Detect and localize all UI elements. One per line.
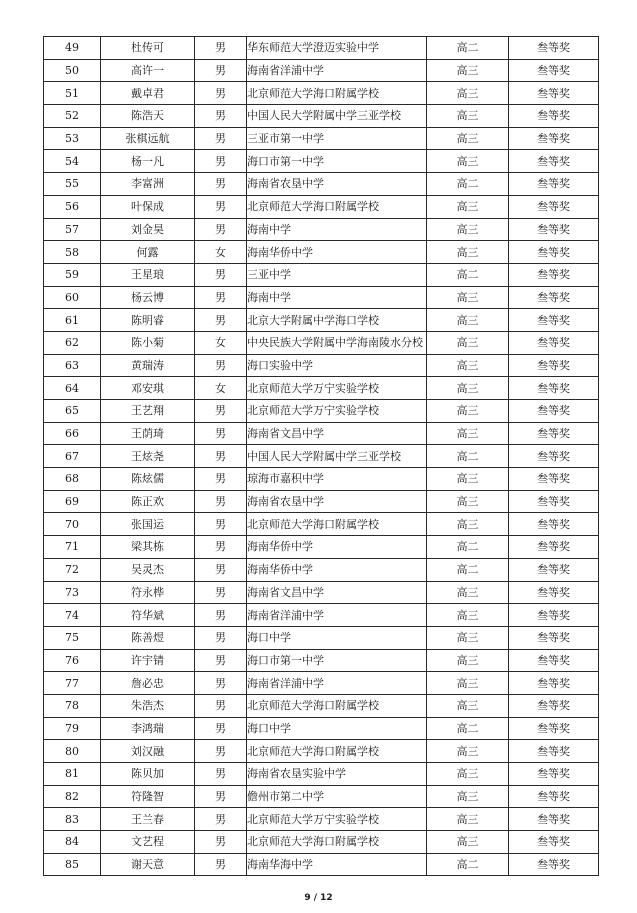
- grade-level: 高二: [427, 263, 509, 286]
- table-row: [44, 173, 599, 196]
- row-number: 74: [44, 604, 101, 627]
- table-row: [44, 241, 599, 264]
- award-level: 叁等奖: [509, 150, 599, 173]
- award-level: 叁等奖: [509, 468, 599, 491]
- table-row: [44, 468, 599, 491]
- row-number: 59: [44, 263, 101, 286]
- school-name: 海口实验中学: [247, 354, 427, 377]
- row-number: 69: [44, 490, 101, 513]
- grade-level: 高三: [427, 331, 509, 354]
- grade-level: 高二: [427, 536, 509, 559]
- student-name: 张国运: [101, 513, 195, 536]
- school-name: 海南省文昌中学: [247, 422, 427, 445]
- student-name: 符隆智: [101, 785, 195, 808]
- award-level: 叁等奖: [509, 740, 599, 763]
- row-number: 84: [44, 831, 101, 854]
- award-level: 叁等奖: [509, 558, 599, 581]
- table-row: [44, 82, 599, 105]
- gender: 女: [195, 241, 247, 264]
- gender: 女: [195, 331, 247, 354]
- award-level: 叁等奖: [509, 241, 599, 264]
- grade-level: 高三: [427, 581, 509, 604]
- gender: 男: [195, 173, 247, 196]
- school-name: 琼海市嘉积中学: [247, 468, 427, 491]
- table-row: [44, 150, 599, 173]
- roster-body: [44, 37, 599, 876]
- row-number: 50: [44, 59, 101, 82]
- grade-level: 高三: [427, 195, 509, 218]
- grade-level: 高三: [427, 422, 509, 445]
- award-level: 叁等奖: [509, 127, 599, 150]
- row-number: 49: [44, 37, 101, 60]
- grade-level: 高三: [427, 694, 509, 717]
- grade-level: 高三: [427, 218, 509, 241]
- student-name: 王兰春: [101, 808, 195, 831]
- row-number: 60: [44, 286, 101, 309]
- row-number: 81: [44, 763, 101, 786]
- table-row: [44, 331, 599, 354]
- row-number: 56: [44, 195, 101, 218]
- row-number: 62: [44, 331, 101, 354]
- page-number: 9 / 12: [304, 893, 333, 903]
- gender: 男: [195, 536, 247, 559]
- gender: 男: [195, 581, 247, 604]
- row-number: 52: [44, 105, 101, 128]
- grade-level: 高三: [427, 763, 509, 786]
- award-level: 叁等奖: [509, 672, 599, 695]
- award-level: 叁等奖: [509, 717, 599, 740]
- gender: 男: [195, 672, 247, 695]
- student-name: 陈善煜: [101, 626, 195, 649]
- gender: 男: [195, 740, 247, 763]
- school-name: 华东师范大学澄迈实验中学: [247, 37, 427, 60]
- row-number: 54: [44, 150, 101, 173]
- award-level: 叁等奖: [509, 37, 599, 60]
- grade-level: 高三: [427, 490, 509, 513]
- school-name: 海南华侨中学: [247, 241, 427, 264]
- school-name: 海南省农垦实验中学: [247, 763, 427, 786]
- row-number: 70: [44, 513, 101, 536]
- table-row: [44, 127, 599, 150]
- row-number: 85: [44, 853, 101, 876]
- student-name: 符永桦: [101, 581, 195, 604]
- row-number: 65: [44, 400, 101, 423]
- award-level: 叁等奖: [509, 218, 599, 241]
- school-name: 北京师范大学海口附属学校: [247, 82, 427, 105]
- school-name: 北京师范大学海口附属学校: [247, 195, 427, 218]
- award-level: 叁等奖: [509, 581, 599, 604]
- grade-level: 高三: [427, 785, 509, 808]
- school-name: 海南省农垦中学: [247, 490, 427, 513]
- gender: 男: [195, 468, 247, 491]
- row-number: 51: [44, 82, 101, 105]
- student-name: 刘汉融: [101, 740, 195, 763]
- school-name: 中央民族大学附属中学海南陵水分校: [247, 331, 427, 354]
- table-row: [44, 286, 599, 309]
- school-name: 海南省洋浦中学: [247, 672, 427, 695]
- grade-level: 高三: [427, 82, 509, 105]
- gender: 男: [195, 490, 247, 513]
- grade-level: 高三: [427, 604, 509, 627]
- award-level: 叁等奖: [509, 59, 599, 82]
- table-row: [44, 581, 599, 604]
- table-row: [44, 422, 599, 445]
- grade-level: 高三: [427, 150, 509, 173]
- grade-level: 高二: [427, 37, 509, 60]
- gender: 男: [195, 445, 247, 468]
- award-level: 叁等奖: [509, 195, 599, 218]
- row-number: 82: [44, 785, 101, 808]
- grade-level: 高二: [427, 853, 509, 876]
- grade-level: 高三: [427, 377, 509, 400]
- award-level: 叁等奖: [509, 331, 599, 354]
- gender: 男: [195, 263, 247, 286]
- student-name: 陈炫儒: [101, 468, 195, 491]
- grade-level: 高二: [427, 717, 509, 740]
- award-level: 叁等奖: [509, 286, 599, 309]
- row-number: 53: [44, 127, 101, 150]
- school-name: 海南华海中学: [247, 853, 427, 876]
- grade-level: 高三: [427, 127, 509, 150]
- award-level: 叁等奖: [509, 785, 599, 808]
- grade-level: 高三: [427, 400, 509, 423]
- grade-level: 高二: [427, 173, 509, 196]
- table-row: [44, 354, 599, 377]
- gender: 男: [195, 626, 247, 649]
- gender: 男: [195, 286, 247, 309]
- gender: 女: [195, 377, 247, 400]
- student-name: 杨一凡: [101, 150, 195, 173]
- student-name: 王星琅: [101, 263, 195, 286]
- gender: 男: [195, 604, 247, 627]
- row-number: 71: [44, 536, 101, 559]
- award-level: 叁等奖: [509, 513, 599, 536]
- gender: 男: [195, 400, 247, 423]
- table-row: [44, 263, 599, 286]
- table-row: [44, 218, 599, 241]
- award-level: 叁等奖: [509, 377, 599, 400]
- school-name: 三亚市第一中学: [247, 127, 427, 150]
- table-row: [44, 672, 599, 695]
- school-name: 海南华侨中学: [247, 536, 427, 559]
- row-number: 79: [44, 717, 101, 740]
- school-name: 北京师范大学海口附属学校: [247, 513, 427, 536]
- table-row: [44, 490, 599, 513]
- gender: 男: [195, 127, 247, 150]
- school-name: 海口市第一中学: [247, 649, 427, 672]
- grade-level: 高三: [427, 286, 509, 309]
- row-number: 58: [44, 241, 101, 264]
- school-name: 三亚中学: [247, 263, 427, 286]
- student-name: 张棋远航: [101, 127, 195, 150]
- row-number: 80: [44, 740, 101, 763]
- award-level: 叁等奖: [509, 763, 599, 786]
- student-name: 陈正欢: [101, 490, 195, 513]
- row-number: 78: [44, 694, 101, 717]
- school-name: 海口中学: [247, 717, 427, 740]
- student-name: 李鸿瑞: [101, 717, 195, 740]
- table-row: [44, 853, 599, 876]
- row-number: 83: [44, 808, 101, 831]
- school-name: 海南省文昌中学: [247, 581, 427, 604]
- gender: 男: [195, 558, 247, 581]
- grade-level: 高三: [427, 468, 509, 491]
- award-level: 叁等奖: [509, 445, 599, 468]
- student-name: 杨云博: [101, 286, 195, 309]
- school-name: 北京师范大学万宁实验学校: [247, 400, 427, 423]
- award-level: 叁等奖: [509, 490, 599, 513]
- table-row: [44, 195, 599, 218]
- table-row: [44, 604, 599, 627]
- student-name: 文艺程: [101, 831, 195, 854]
- row-number: 75: [44, 626, 101, 649]
- grade-level: 高三: [427, 513, 509, 536]
- table-row: [44, 694, 599, 717]
- table-row: [44, 37, 599, 60]
- school-name: 北京师范大学万宁实验学校: [247, 808, 427, 831]
- school-name: 北京师范大学海口附属学校: [247, 694, 427, 717]
- student-name: 许宇锖: [101, 649, 195, 672]
- gender: 男: [195, 105, 247, 128]
- table-row: [44, 649, 599, 672]
- table-row: [44, 808, 599, 831]
- gender: 男: [195, 717, 247, 740]
- grade-level: 高三: [427, 626, 509, 649]
- row-number: 67: [44, 445, 101, 468]
- row-number: 61: [44, 309, 101, 332]
- row-number: 64: [44, 377, 101, 400]
- gender: 男: [195, 649, 247, 672]
- gender: 男: [195, 59, 247, 82]
- award-level: 叁等奖: [509, 649, 599, 672]
- award-level: 叁等奖: [509, 263, 599, 286]
- grade-level: 高三: [427, 309, 509, 332]
- gender: 男: [195, 763, 247, 786]
- school-name: 中国人民大学附属中学三亚学校: [247, 445, 427, 468]
- grade-level: 高二: [427, 558, 509, 581]
- row-number: 57: [44, 218, 101, 241]
- student-name: 陈贝加: [101, 763, 195, 786]
- award-level: 叁等奖: [509, 400, 599, 423]
- grade-level: 高三: [427, 354, 509, 377]
- student-name: 王艺翔: [101, 400, 195, 423]
- student-name: 符华斌: [101, 604, 195, 627]
- student-name: 高许一: [101, 59, 195, 82]
- grade-level: 高三: [427, 649, 509, 672]
- grade-level: 高三: [427, 831, 509, 854]
- student-name: 陈明睿: [101, 309, 195, 332]
- table-row: [44, 513, 599, 536]
- row-number: 55: [44, 173, 101, 196]
- row-number: 73: [44, 581, 101, 604]
- school-name: 北京师范大学海口附属学校: [247, 831, 427, 854]
- school-name: 儋州市第二中学: [247, 785, 427, 808]
- student-name: 朱浩杰: [101, 694, 195, 717]
- table-row: [44, 400, 599, 423]
- table-row: [44, 558, 599, 581]
- award-level: 叁等奖: [509, 105, 599, 128]
- student-name: 王炫尧: [101, 445, 195, 468]
- gender: 男: [195, 354, 247, 377]
- row-number: 72: [44, 558, 101, 581]
- award-level: 叁等奖: [509, 853, 599, 876]
- table-row: [44, 831, 599, 854]
- gender: 男: [195, 422, 247, 445]
- row-number: 77: [44, 672, 101, 695]
- table-row: [44, 740, 599, 763]
- student-name: 谢天意: [101, 853, 195, 876]
- table-row: [44, 59, 599, 82]
- student-name: 陈浩天: [101, 105, 195, 128]
- school-name: 海南华侨中学: [247, 558, 427, 581]
- student-name: 邓安琪: [101, 377, 195, 400]
- award-level: 叁等奖: [509, 422, 599, 445]
- school-name: 海南中学: [247, 286, 427, 309]
- table-row: [44, 763, 599, 786]
- school-name: 海南省农垦中学: [247, 173, 427, 196]
- table-row: [44, 105, 599, 128]
- grade-level: 高三: [427, 59, 509, 82]
- award-level: 叁等奖: [509, 309, 599, 332]
- gender: 男: [195, 218, 247, 241]
- school-name: 海南中学: [247, 218, 427, 241]
- gender: 男: [195, 37, 247, 60]
- table-row: [44, 717, 599, 740]
- grade-level: 高三: [427, 241, 509, 264]
- award-level: 叁等奖: [509, 626, 599, 649]
- row-number: 63: [44, 354, 101, 377]
- grade-level: 高三: [427, 105, 509, 128]
- gender: 男: [195, 853, 247, 876]
- award-level: 叁等奖: [509, 536, 599, 559]
- gender: 男: [195, 309, 247, 332]
- row-number: 66: [44, 422, 101, 445]
- school-name: 海口市第一中学: [247, 150, 427, 173]
- school-name: 海口中学: [247, 626, 427, 649]
- row-number: 68: [44, 468, 101, 491]
- school-name: 北京师范大学海口附属学校: [247, 740, 427, 763]
- student-name: 杜传可: [101, 37, 195, 60]
- award-level: 叁等奖: [509, 831, 599, 854]
- award-level: 叁等奖: [509, 354, 599, 377]
- gender: 男: [195, 808, 247, 831]
- gender: 男: [195, 150, 247, 173]
- grade-level: 高三: [427, 808, 509, 831]
- school-name: 海南省洋浦中学: [247, 604, 427, 627]
- award-level: 叁等奖: [509, 604, 599, 627]
- award-level: 叁等奖: [509, 694, 599, 717]
- student-name: 王荫琦: [101, 422, 195, 445]
- gender: 男: [195, 195, 247, 218]
- gender: 男: [195, 785, 247, 808]
- table-row: [44, 536, 599, 559]
- school-name: 海南省洋浦中学: [247, 59, 427, 82]
- grade-level: 高二: [427, 445, 509, 468]
- student-name: 詹必忠: [101, 672, 195, 695]
- student-name: 梁其栋: [101, 536, 195, 559]
- award-roster-table: [43, 36, 599, 876]
- student-name: 陈小菊: [101, 331, 195, 354]
- table-row: [44, 626, 599, 649]
- student-name: 戴卓君: [101, 82, 195, 105]
- student-name: 何露: [101, 241, 195, 264]
- school-name: 中国人民大学附属中学三亚学校: [247, 105, 427, 128]
- award-level: 叁等奖: [509, 173, 599, 196]
- gender: 男: [195, 82, 247, 105]
- student-name: 叶保成: [101, 195, 195, 218]
- grade-level: 高三: [427, 740, 509, 763]
- award-level: 叁等奖: [509, 82, 599, 105]
- student-name: 李富洲: [101, 173, 195, 196]
- school-name: 北京师范大学万宁实验学校: [247, 377, 427, 400]
- table-row: [44, 309, 599, 332]
- gender: 男: [195, 694, 247, 717]
- row-number: 76: [44, 649, 101, 672]
- table-row: [44, 377, 599, 400]
- student-name: 黄瑞涛: [101, 354, 195, 377]
- table-row: [44, 785, 599, 808]
- gender: 男: [195, 831, 247, 854]
- gender: 男: [195, 513, 247, 536]
- grade-level: 高三: [427, 672, 509, 695]
- school-name: 北京大学附属中学海口学校: [247, 309, 427, 332]
- student-name: 吴灵杰: [101, 558, 195, 581]
- student-name: 刘金昊: [101, 218, 195, 241]
- table-row: [44, 445, 599, 468]
- award-level: 叁等奖: [509, 808, 599, 831]
